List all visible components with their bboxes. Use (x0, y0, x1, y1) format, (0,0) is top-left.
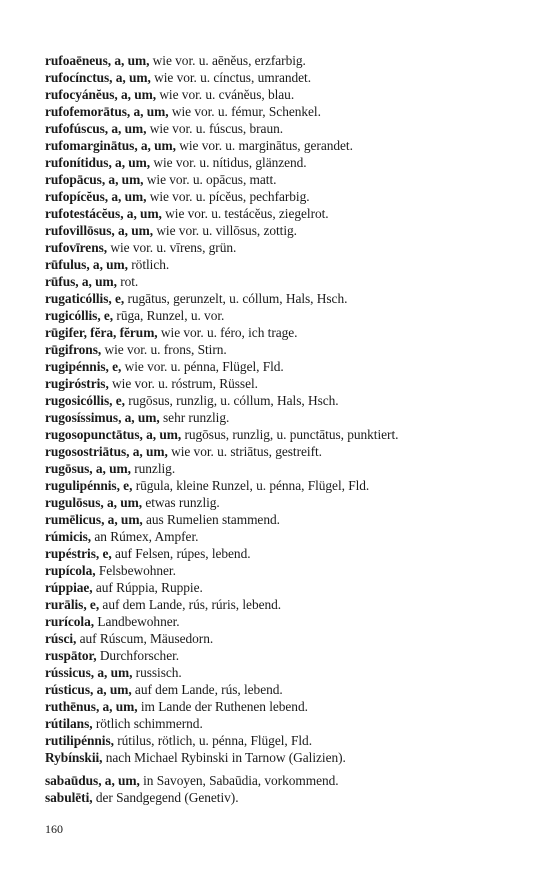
entry-term: rugipénnis, e, (45, 359, 122, 374)
entry-definition: rot. (116, 274, 139, 289)
dictionary-entry (45, 392, 525, 409)
entry-definition: auf Rúppia, Ruppie. (92, 580, 203, 595)
entry-term: Rybínskii, (45, 750, 103, 765)
entry-term: rústicus, a, um, (45, 682, 132, 697)
dictionary-entry (45, 120, 525, 137)
entry-term: rufovillōsus, a, um, (45, 223, 154, 238)
entry-term: rūgifer, fĕra, fĕrum, (45, 325, 158, 340)
entry-definition: wie vor. u. testácĕus, ziegelrot. (161, 206, 329, 221)
entry-term: rugōsus, a, um, (45, 461, 131, 476)
entry-definition: in Savoyen, Sabaūdia, vorkommend. (139, 773, 339, 788)
entry-definition: sehr runzlig. (159, 410, 230, 425)
entry-definition: rugōsus, runzlig, u. cóllum, Hals, Hsch. (124, 393, 339, 408)
dictionary-entry (45, 324, 525, 341)
dictionary-entry (45, 154, 525, 171)
entry-list (45, 52, 525, 766)
entry-term: rufonítidus, a, um, (45, 155, 151, 170)
entry-term: rufotestácĕus, a, um, (45, 206, 162, 221)
entry-definition: auf Rúscum, Mäusedorn. (76, 631, 214, 646)
entry-definition: wie vor. u. villōsus, zottig. (153, 223, 297, 238)
dictionary-entry (45, 239, 525, 256)
entry-definition: Durchforscher. (96, 648, 180, 663)
entry-term: rufoaēneus, a, um, (45, 53, 150, 68)
dictionary-entry (45, 358, 525, 375)
entry-term: rufopācus, a, um, (45, 172, 144, 187)
entry-definition: im Lande der Ruthenen lebend. (137, 699, 308, 714)
dictionary-entry (45, 789, 525, 806)
entry-term: rugaticóllis, e, (45, 291, 125, 306)
entry-definition: auf dem Lande, rús, rúris, lebend. (99, 597, 282, 612)
dictionary-entry (45, 188, 525, 205)
dictionary-entry (45, 52, 525, 69)
dictionary-entry (45, 545, 525, 562)
entry-definition: wie vor. u. opācus, matt. (143, 172, 277, 187)
entry-term: rupéstris, e, (45, 546, 112, 561)
dictionary-entry (45, 749, 525, 766)
entry-term: rugosostriātus, a, um, (45, 444, 168, 459)
entry-list-s (45, 772, 525, 806)
dictionary-entry (45, 630, 525, 647)
entry-term: rupícola, (45, 563, 96, 578)
entry-definition: wie vor. u. féro, ich trage. (157, 325, 298, 340)
entry-definition: wie vor. u. marginātus, gerandet. (175, 138, 353, 153)
entry-definition: runzlig. (130, 461, 176, 476)
dictionary-entry (45, 579, 525, 596)
entry-term: rūgifrons, (45, 342, 102, 357)
entry-definition: rötlich schimmernd. (92, 716, 203, 731)
entry-term: rufocínctus, a, um, (45, 70, 151, 85)
dictionary-entry (45, 664, 525, 681)
dictionary-entry (45, 494, 525, 511)
entry-term: rugosicóllis, e, (45, 393, 125, 408)
entry-term: ruspātor, (45, 648, 97, 663)
entry-definition: rūga, Runzel, u. vor. (113, 308, 225, 323)
entry-term: rufopícĕus, a, um, (45, 189, 147, 204)
entry-term: rufovīrens, (45, 240, 108, 255)
entry-definition: rugātus, gerunzelt, u. cóllum, Hals, Hsch. (124, 291, 348, 306)
dictionary-entry (45, 772, 525, 789)
entry-term: rúppiae, (45, 580, 93, 595)
entry-term: rurícola, (45, 614, 95, 629)
entry-term: rūfus, a, um, (45, 274, 117, 289)
entry-definition: auf Felsen, rúpes, lebend. (111, 546, 251, 561)
dictionary-entry (45, 511, 525, 528)
entry-definition: wie vor. u. striātus, gestreift. (167, 444, 322, 459)
entry-definition: wie vor. u. vīrens, grün. (107, 240, 237, 255)
dictionary-entry (45, 69, 525, 86)
entry-definition: nach Michael Rybinski in Tarnow (Galizien). (102, 750, 346, 765)
dictionary-entry (45, 647, 525, 664)
dictionary-entry (45, 273, 525, 290)
entry-definition: aus Rumelien stammend. (142, 512, 280, 527)
dictionary-entry (45, 613, 525, 630)
entry-term: rurālis, e, (45, 597, 100, 612)
entry-definition: rūgula, kleine Runzel, u. pénna, Flügel, Fld. (132, 478, 370, 493)
entry-definition: wie vor. u. pénna, Flügel, Fld. (121, 359, 284, 374)
dictionary-entry (45, 443, 525, 460)
entry-definition: russisch. (132, 665, 182, 680)
dictionary-entry (45, 715, 525, 732)
entry-term: rugulipénnis, e, (45, 478, 133, 493)
dictionary-entry (45, 307, 525, 324)
entry-term: rutilipénnis, (45, 733, 114, 748)
dictionary-entry (45, 596, 525, 613)
entry-term: rufofúscus, a, um, (45, 121, 147, 136)
entry-definition: wie vor. u. nítidus, glänzend. (150, 155, 307, 170)
entry-definition: etwas runzlig. (142, 495, 220, 510)
entry-term: rússicus, a, um, (45, 665, 133, 680)
entry-term: rugicóllis, e, (45, 308, 114, 323)
dictionary-entry (45, 137, 525, 154)
entry-term: rumēlicus, a, um, (45, 512, 143, 527)
entry-definition: der Sandgegend (Genetiv). (92, 790, 239, 805)
dictionary-entry (45, 528, 525, 545)
dictionary-entry (45, 171, 525, 188)
dictionary-entry (45, 256, 525, 273)
entry-definition: wie vor. u. róstrum, Rüssel. (108, 376, 258, 391)
dictionary-entry (45, 426, 525, 443)
page-number: 160 (45, 822, 63, 836)
entry-term: rufocyánĕus, a, um, (45, 87, 157, 102)
dictionary-entry (45, 290, 525, 307)
entry-definition: wie vor. u. aēnĕus, erzfarbig. (149, 53, 306, 68)
entry-definition: rútilus, rötlich, u. pénna, Flügel, Fld. (113, 733, 312, 748)
dictionary-entry (45, 409, 525, 426)
entry-definition: wie vor. u. fúscus, braun. (146, 121, 284, 136)
entry-definition: rugōsus, runzlig, u. punctātus, punktiert. (181, 427, 399, 442)
dictionary-entry (45, 562, 525, 579)
entry-definition: an Rúmex, Ampfer. (91, 529, 199, 544)
entry-term: rugosíssimus, a, um, (45, 410, 160, 425)
entry-term: rúsci, (45, 631, 77, 646)
entry-definition: Landbewohner. (94, 614, 180, 629)
dictionary-entry (45, 732, 525, 749)
entry-term: sabulēti, (45, 790, 93, 805)
entry-definition: Felsbewohner. (95, 563, 176, 578)
dictionary-entry (45, 222, 525, 239)
dictionary-entry (45, 86, 525, 103)
entry-term: ruthēnus, a, um, (45, 699, 138, 714)
dictionary-entry (45, 681, 525, 698)
entry-term: rugosopunctātus, a, um, (45, 427, 182, 442)
entry-term: rufomarginātus, a, um, (45, 138, 176, 153)
dictionary-entry (45, 375, 525, 392)
dictionary-entry (45, 460, 525, 477)
entry-term: rugiróstris, (45, 376, 109, 391)
entry-definition: wie vor. u. cínctus, umrandet. (150, 70, 312, 85)
entry-term: sabaūdus, a, um, (45, 773, 140, 788)
dictionary-entry (45, 103, 525, 120)
entry-definition: rötlich. (127, 257, 170, 272)
entry-term: rūfulus, a, um, (45, 257, 128, 272)
dictionary-entry (45, 698, 525, 715)
entry-term: rugulōsus, a, um, (45, 495, 143, 510)
entry-definition: auf dem Lande, rús, lebend. (131, 682, 283, 697)
entry-term: rútilans, (45, 716, 93, 731)
entry-definition: wie vor. u. cvánĕus, blau. (156, 87, 295, 102)
dictionary-entry (45, 341, 525, 358)
dictionary-entry (45, 205, 525, 222)
entry-term: rúmicis, (45, 529, 92, 544)
entry-definition: wie vor. u. fémur, Schenkel. (168, 104, 321, 119)
entry-term: rufofemorātus, a, um, (45, 104, 169, 119)
entry-definition: wie vor. u. pícĕus, pechfarbig. (146, 189, 310, 204)
entry-definition: wie vor. u. frons, Stirn. (101, 342, 227, 357)
dictionary-entry (45, 477, 525, 494)
